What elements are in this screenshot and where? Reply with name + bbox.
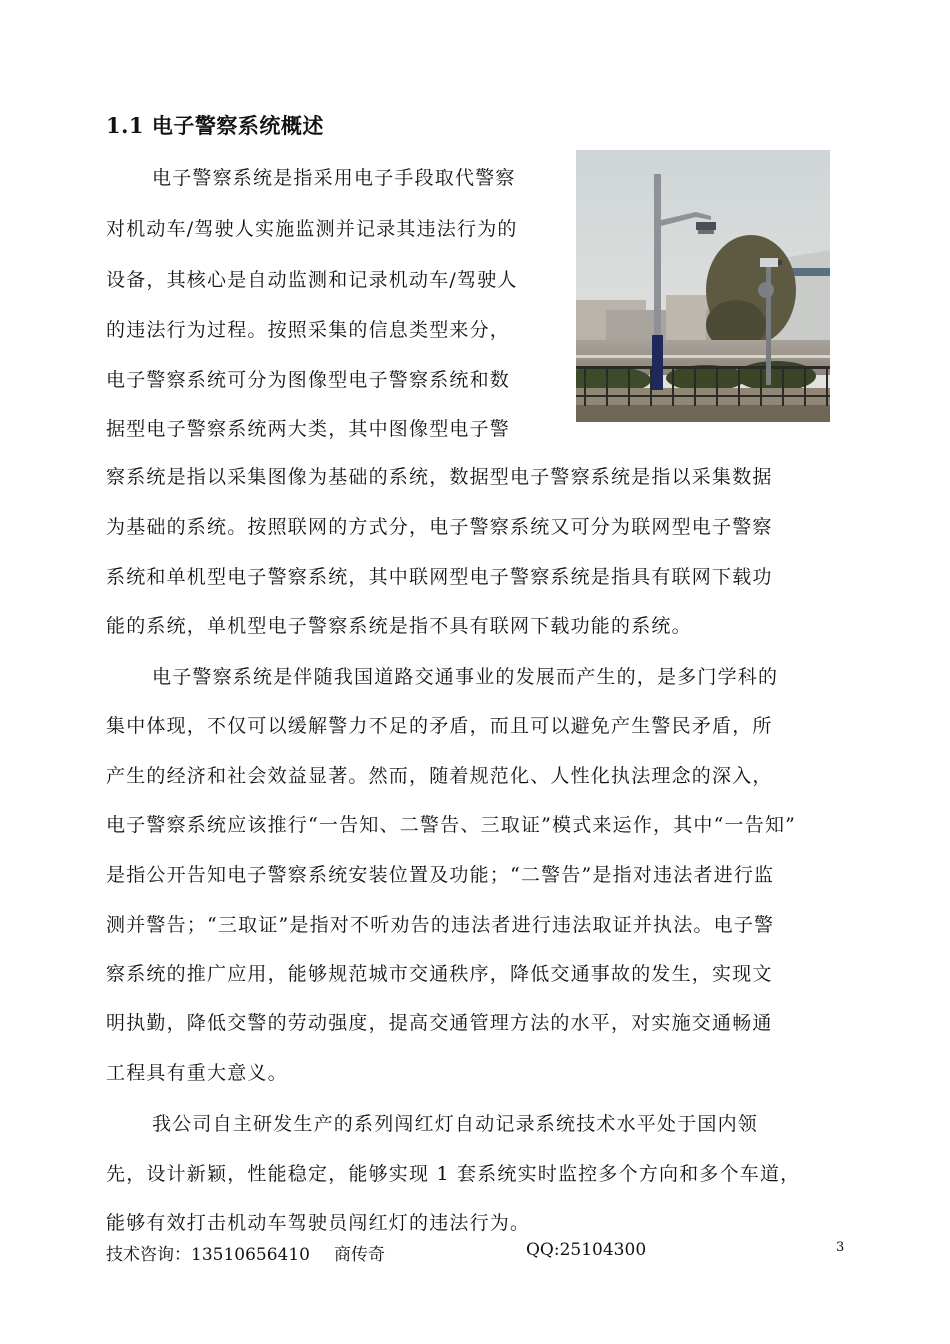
body-line: 为基础的系统。按照联网的方式分，电子警察系统又可分为联网型电子警察 (106, 516, 773, 538)
body-line: 我公司自主研发生产的系列闯红灯自动记录系统技术水平处于国内领 (152, 1113, 759, 1135)
body-line: 测并警告；“三取证”是指对不听劝告的违法者进行违法取证并执法。电子警 (106, 914, 775, 936)
footer-qq: QQ:25104300 (526, 1240, 647, 1260)
body-line: 设备，其核心是自动监测和记录机动车/驾驶人 (106, 269, 518, 291)
body-line: 察系统的推广应用，能够规范城市交通秩序，降低交通事故的发生，实现文 (106, 963, 773, 985)
body-line: 工程具有重大意义。 (106, 1062, 288, 1084)
body-line: 据型电子警察系统两大类，其中图像型电子警 (106, 418, 511, 440)
body-line: 对机动车/驾驶人实施监测并记录其违法行为的 (106, 218, 518, 240)
body-line: 电子警察系统可分为图像型电子警察系统和数 (106, 369, 511, 391)
body-line: 系统和单机型电子警察系统，其中联网型电子警察系统是指具有联网下载功 (106, 566, 773, 588)
body-line: 集中体现，不仅可以缓解警力不足的矛盾，而且可以避免产生警民矛盾，所 (106, 715, 773, 737)
body-line: 电子警察系统应该推行“一告知、二警告、三取证”模式来运作，其中“一告知” (106, 814, 797, 836)
body-line: 电子警察系统是伴随我国道路交通事业的发展而产生的，是多门学科的 (152, 666, 779, 688)
section-heading: 1.1 电子警察系统概述 (106, 113, 324, 138)
body-line: 是指公开告知电子警察系统安装位置及功能；“二警告”是指对违法者进行监 (106, 864, 775, 886)
body-line: 察系统是指以采集图像为基础的系统，数据型电子警察系统是指以采集数据 (106, 466, 773, 488)
body-line: 先，设计新颖，性能稳定，能够实现 1 套系统实时监控多个方向和多个车道， (106, 1163, 801, 1185)
body-line: 明执勤，降低交警的劳动强度，提高交通管理方法的水平，对实施交通畅通 (106, 1012, 773, 1034)
page-number: 3 (836, 1240, 845, 1255)
footer-contact: 技术咨询：13510656410 (106, 1245, 310, 1265)
body-line: 的违法行为过程。按照采集的信息类型来分， (106, 319, 511, 341)
body-line: 能的系统，单机型电子警察系统是指不具有联网下载功能的系统。 (106, 615, 692, 637)
traffic-camera-photo (576, 150, 830, 422)
body-line: 能够有效打击机动车驾驶员闯红灯的违法行为。 (106, 1212, 531, 1234)
body-line: 产生的经济和社会效益显著。然而，随着规范化、人性化执法理念的深入， (106, 765, 773, 787)
body-line: 电子警察系统是指采用电子手段取代警察 (152, 167, 516, 189)
footer-contact-name: 商传奇 (334, 1245, 385, 1265)
